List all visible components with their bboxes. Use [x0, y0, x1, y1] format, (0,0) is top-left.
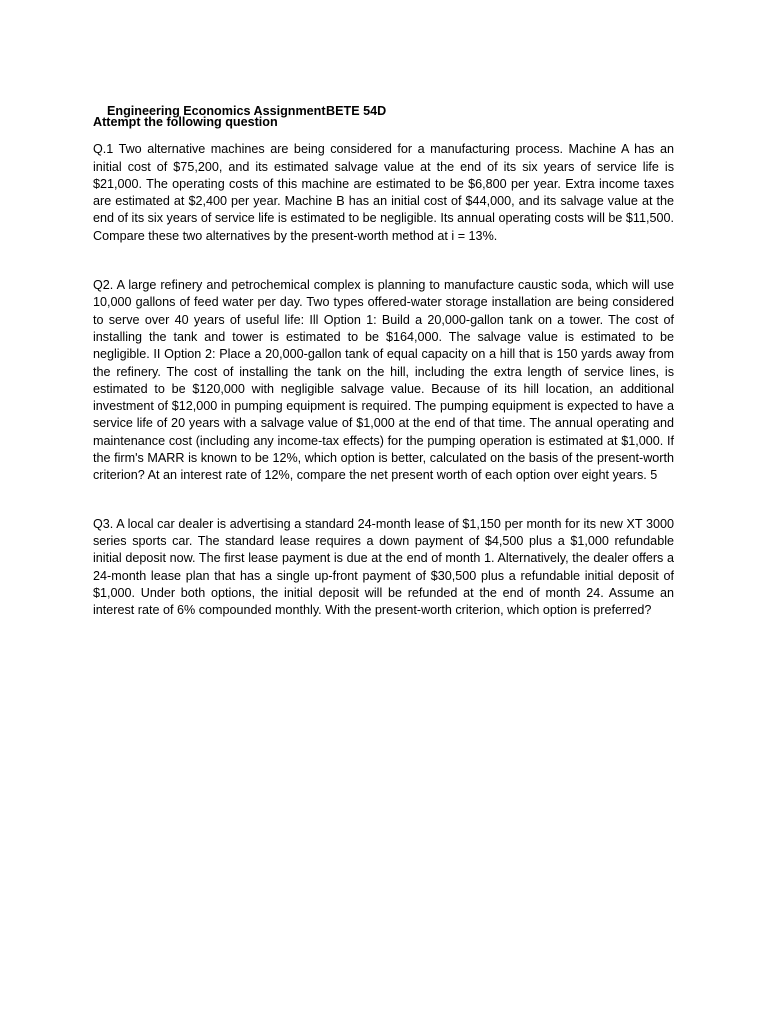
course-code: BETE 54D [326, 104, 387, 119]
instruction-text: Attempt the following question [93, 115, 278, 129]
assignment-title: Engineering Economics Assignment [107, 104, 326, 119]
document-page [93, 86, 674, 619]
question-3: Q3. A local car dealer is advertising a standard 24-month lease of $1,150 per month for its new XT 3000 series sports car. The standard lease requires a down payment of $4,500 plus a $1,000 refundable initial deposit now. The first lease payment is due at the end of month 1. Alternatively, the dealer offers a 24-month lease plan that has a single up-front payment of $30,500 plus a refundable initial deposit of $1,000. Under both options, the initial deposit will be refunded at the end of month 24. Assume an interest rate of 6% compounded monthly. With the present-worth criterion, which option is preferred? [93, 516, 674, 618]
document-header [93, 86, 674, 119]
question-2: Q2. A large refinery and petrochemical complex is planning to manufacture caustic soda, which will use 10,000 gallons of feed water per day. Two types offered-water storage installation are being considered to serve over 40 years of useful life: Ill Option 1: Build a 20,000-gallon tank on a tower. The cost of installing the tank and tower is estimated to be $164,000. The salvage value is estimated to be negligible. II Option 2: Place a 20,000-gallon tank of equal capacity on a hill that is 150 yards away from the refinery. The cost of installing the tank on the hill, including the extra length of service lines, is estimated to be $120,000 with negligible salvage value. Because of its hill location, an additional investment of $12,000 in pumping equipment is required. The pumping equipment is expected to have a service life of 20 years with a salvage value of $1,000 at the end of that time. The annual operating and maintenance cost (including any income-tax effects) for the pumping operation is estimated at $1,000. If the firm's MARR is known to be 12%, which option is better, calculated on the basis of the present-worth criterion? At an interest rate of 12%, compare the net present worth of each option over eight years. 5 [93, 278, 674, 483]
question-1: Q.1 Two alternative machines are being considered for a manufacturing process. Machine A has an initial cost of $75,200, and its estimated salvage value at the end of its six years of service life is $21,000. The operating costs of this machine are estimated to be $6,800 per year. Extra income taxes are estimated at $2,400 per year. Machine B has an initial cost of $44,000, and its salvage value at the end of its six years of service life is estimated to be negligible. Its annual operating costs will be $11,500. Compare these two alternatives by the present-worth method at i = 13%. [93, 142, 674, 243]
